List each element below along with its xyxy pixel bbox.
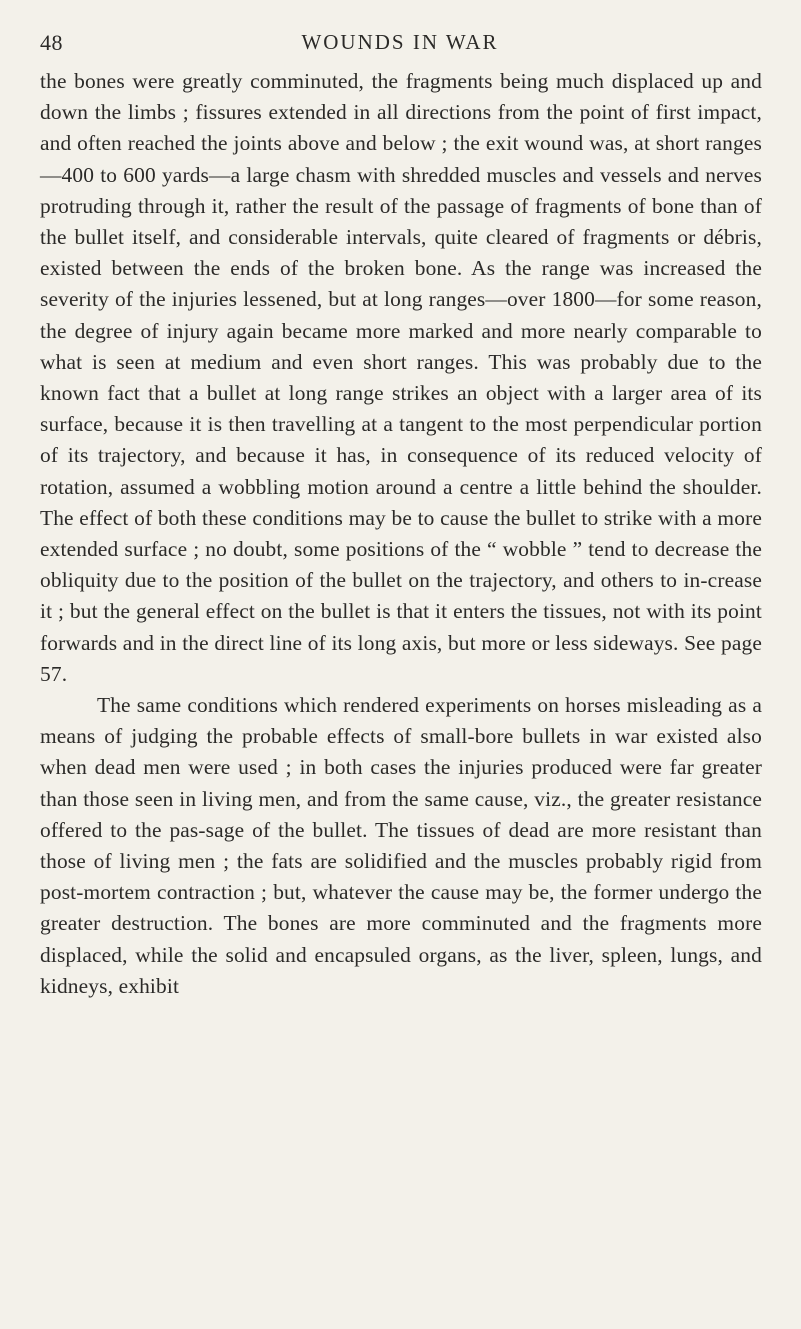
running-title: WOUNDS IN WAR — [301, 30, 499, 54]
body-text — [40, 66, 762, 1002]
paragraph-continued: the bones were greatly comminuted, the fragments being much displaced up and down the limbs ; fissures extended in all directions from the point of first impact, and often reached the joints above and below ; the exit wound was, at short ranges—400 to 600 yards—a large chasm with shredded muscles and vessels and nerves protruding through it, rather the result of the passage of fragments of bone than of the bullet itself, and considerable intervals, quite cleared of fragments or débris, existed between the ends of the broken bone. As the range was increased the severity of the injuries lessened, but at long ranges—over 1800—for some reason, the degree of injury again became more marked and more nearly comparable to what is seen at medium and even short ranges. This was probably due to the known fact that a bullet at long range strikes an object with a larger area of its surface, because it is then travelling at a tangent to the most perpendicular portion of its trajectory, and because it has, in consequence of its reduced velocity of rotation, assumed a wobbling motion around a centre a little behind the shoulder. The effect of both these conditions may be to cause the bullet to strike with a more extended surface ; no doubt, some positions of the “ wobble ” tend to decrease the obliquity due to the position of the bullet on the trajectory, and others to in-crease it ; but the general effect on the bullet is that it enters the tissues, not with its point forwards and in the direct line of its long axis, but more or less sideways. See page 57. — [40, 69, 762, 686]
page-header — [40, 30, 760, 62]
paragraph-dead-tissue: The same conditions which rendered experiments on horses misleading as a means of judging the probable effects of small-bore bullets in war existed also when dead men were used ; in both cases the injuries produced were far greater than those seen in living men, and from the same cause, viz., the greater resistance offered to the pas-sage of the bullet. The tissues of dead are more resistant than those of living men ; the fats are solidified and the muscles probably rigid from post-mortem contraction ; but, whatever the cause may be, the former undergo the greater destruction. The bones are more comminuted and the fragments more displaced, while the solid and encapsuled organs, as the liver, spleen, lungs, and kidneys, exhibit — [40, 693, 762, 998]
page-number: 48 — [40, 30, 63, 55]
